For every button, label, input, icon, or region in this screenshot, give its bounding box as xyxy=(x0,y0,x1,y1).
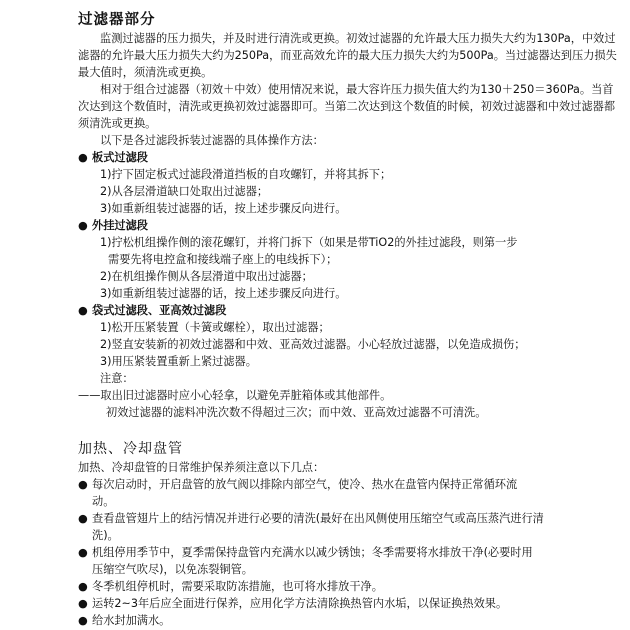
list-item-text: 每次启动时，开启盘管的放气阀以排除内部空气，使冷、热水在盘管内保持正常循环流 xyxy=(92,478,518,491)
paragraph-coils-intro: 加热、冷却盘管的日常维护保养须注意以下几点： xyxy=(78,461,325,474)
item-title: 外挂过滤段 xyxy=(92,219,148,232)
list-item xyxy=(78,510,618,527)
list-item-text: 机组停用季节中，夏季需保持盘管内充满水以减少锈蚀；冬季需要将水排放干净(必要时用 xyxy=(92,546,533,559)
section-title-coils: 加热、冷却盘管 xyxy=(78,441,183,457)
list-item-text: 给水封加满水。 xyxy=(92,614,171,627)
bullet-icon: ● xyxy=(78,304,88,317)
note-text: ——取出旧过滤器时应小心轻拿，以避免弄脏箱体或其他部件。 xyxy=(78,389,392,402)
bullet-icon: ● xyxy=(78,512,88,525)
list-item xyxy=(78,476,618,493)
list-item xyxy=(78,595,618,612)
bullet-icon: ● xyxy=(78,151,88,164)
list-item-text: 查看盘管翅片上的结污情况并进行必要的清洗(最好在出风侧使用压缩空气或高压蒸汽进行清 xyxy=(92,512,544,525)
bullet-icon: ● xyxy=(78,478,88,491)
list-item xyxy=(78,612,618,629)
step-text: 3)用压紧装置重新上紧过滤器。 xyxy=(100,355,257,368)
list-item-continuation: 动。 xyxy=(92,495,115,508)
step-text: 2)在机组操作侧从各层滑道中取出过滤器； xyxy=(100,270,313,283)
bullet-icon: ● xyxy=(78,219,88,232)
list-item-text: 冬季机组停机时，需要采取防冻措施，也可将水排放干净。 xyxy=(92,580,383,593)
list-item-continuation: 压缩空气吹尽)，以免冻裂铜管。 xyxy=(92,563,253,576)
list-item-heading xyxy=(78,302,618,319)
step-text-continued: 需要先将电控盒和接线端子座上的电线拆下）； xyxy=(108,253,338,266)
paragraph-pressure-loss: 监测过滤器的压力损失，并及时进行清洗或更换。初效过滤器的允许最大压力损失大约为130Pa，中效过滤器的允许最大压力损失大约为250Pa，而亚高效允许的最大压力损失大约为500Pa。当过滤器达到压力损失最大值时，须清洗或更换。 xyxy=(78,32,617,79)
step-text: 1)松开压紧装置（卡簧或螺栓），取出过滤器； xyxy=(100,321,330,334)
list-item xyxy=(78,578,618,595)
paragraph-intro-operations: 以下是各过滤段拆装过滤器的具体操作方法： xyxy=(100,134,324,147)
note-label: 注意： xyxy=(100,372,134,385)
step-text: 1)拧下固定板式过滤段滑道挡板的自攻螺钉，并将其拆下； xyxy=(100,168,392,181)
list-item xyxy=(78,544,618,561)
bullet-icon: ● xyxy=(78,597,88,610)
list-item-heading xyxy=(78,149,618,166)
item-title: 板式过滤段 xyxy=(92,151,148,164)
step-text: 1)拧松机组操作侧的滚花螺钉，并将门拆下（如果是带TiO2的外挂过滤段，则第一步 xyxy=(100,236,518,249)
note-text: 初效过滤器的滤料冲洗次数不得超过三次；而中效、亚高效过滤器不可清洗。 xyxy=(106,406,487,419)
step-text: 2)竖直安装新的初效过滤器和中效、亚高效过滤器。小心轻放过滤器，以免造成损伤； xyxy=(100,338,526,351)
step-text: 3)如重新组装过滤器的话，按上述步骤反向进行。 xyxy=(100,202,347,215)
step-text: 3)如重新组装过滤器的话，按上述步骤反向进行。 xyxy=(100,287,347,300)
bullet-icon: ● xyxy=(78,546,88,559)
bullet-icon: ● xyxy=(78,614,88,627)
item-title: 袋式过滤段、亚高效过滤段 xyxy=(92,304,227,317)
bullet-icon: ● xyxy=(78,580,88,593)
coil-maintenance-list xyxy=(78,476,618,629)
list-item-heading xyxy=(78,217,618,234)
section-title-filters: 过滤器部分 xyxy=(78,12,156,28)
list-item-continuation: 洗)。 xyxy=(92,529,119,542)
list-item-text: 运转2~3年后应全面进行保养，应用化学方法清除换热管内水垢，以保证换热效果。 xyxy=(92,597,508,610)
paragraph-combined-filter: 相对于组合过滤器（初效＋中效）使用情况来说，最大容许压力损失值大约为130＋250＝360Pa。当首次达到这个数值时，清洗或更换初效过滤器即可。当第二次达到这个数值的时候，初效过滤器和中效过滤器都须清洗或更换。 xyxy=(78,83,616,130)
step-text: 2)从各层滑道缺口处取出过滤器； xyxy=(100,185,269,198)
